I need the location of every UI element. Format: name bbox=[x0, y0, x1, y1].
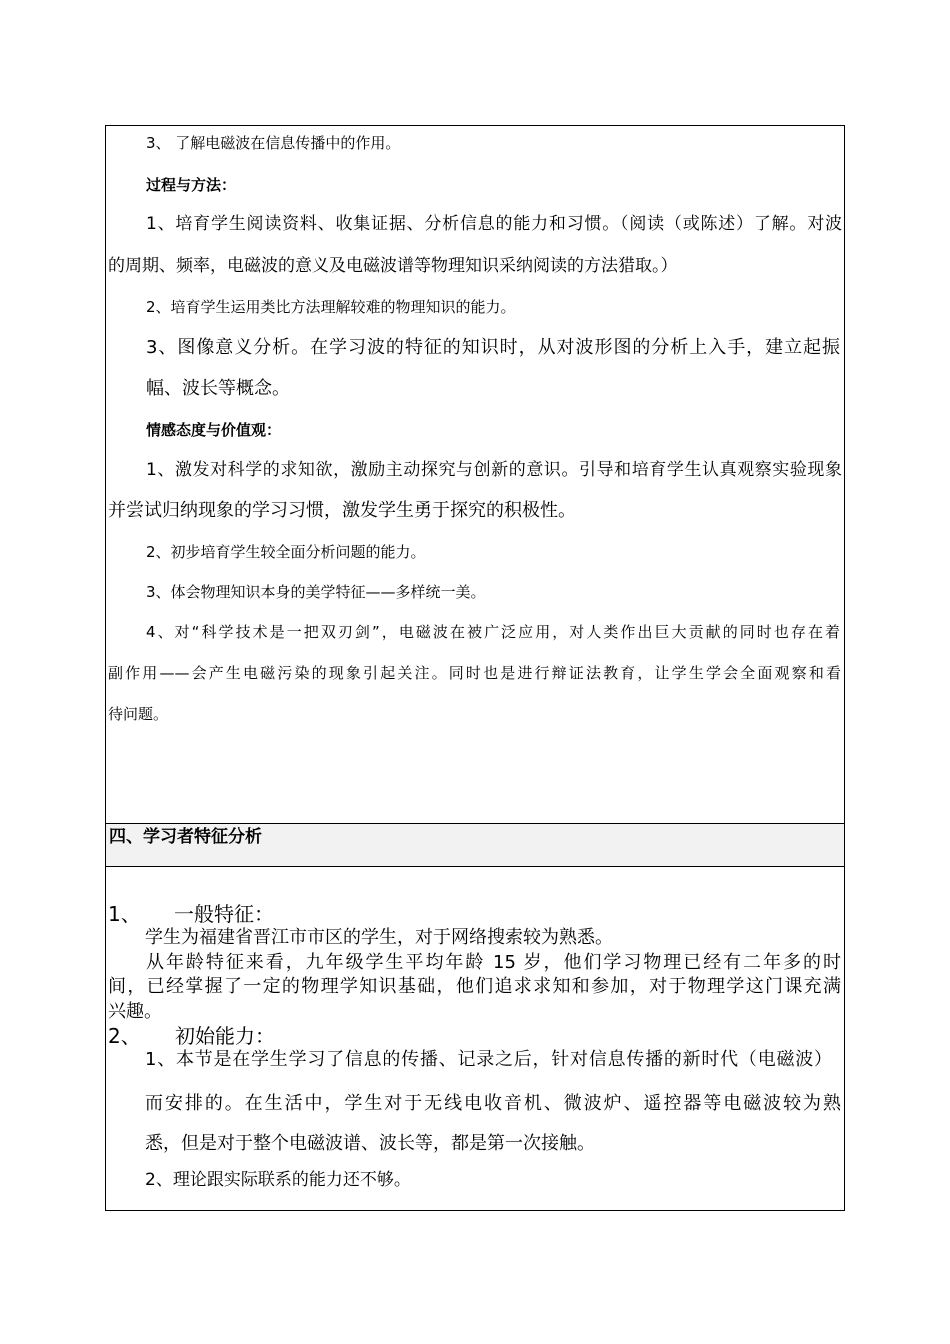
attitude-item-2: 2、初步培育学生较全面分析问题的能力。 bbox=[146, 543, 426, 561]
initial-ability-item1-line1: 1、本节是在学生学习了信息的传播、记录之后，针对信息传播的新时代（电磁波） bbox=[145, 1049, 832, 1070]
attitude-item-4-line3: 待问题。 bbox=[108, 705, 169, 723]
initial-ability-item1-line3: 悉，但是对于整个电磁波谱、波长等，都是第一次接触。 bbox=[145, 1133, 595, 1154]
process-item-3-line1: 3、图像意义分析。在学习波的特征的知识时，从对波形图的分析上入手，建立起振 bbox=[146, 337, 840, 358]
general-features-line1: 学生为福建省晋江市市区的学生，对于网络搜索较为熟悉。 bbox=[145, 927, 613, 948]
row-divider-bottom bbox=[106, 866, 844, 867]
initial-ability-number: 2、 bbox=[108, 1024, 141, 1048]
initial-ability-title: 初始能力： bbox=[175, 1024, 275, 1048]
knowledge-item-3: 3、 了解电磁波在信息传播中的作用。 bbox=[146, 134, 401, 152]
process-item-3-line2: 幅、波长等概念。 bbox=[146, 378, 290, 399]
general-features-title: 一般特征： bbox=[174, 902, 274, 926]
general-features-number: 1、 bbox=[108, 902, 141, 926]
general-features-line4: 兴趣。 bbox=[108, 1001, 162, 1022]
general-features-line3: 间，已经掌握了一定的物理学知识基础，他们追求求知和参加，对于物理学这门课充满 bbox=[108, 976, 841, 997]
attitude-item-1-line1: 1、激发对科学的求知欲，激励主动探究与创新的意识。引导和培育学生认真观察实验现象 bbox=[146, 460, 842, 480]
attitude-heading: 情感态度与价值观： bbox=[146, 421, 282, 439]
attitude-item-1-line2: 并尝试归纳现象的学习习惯，激发学生勇于探究的积极性。 bbox=[108, 500, 576, 521]
attitude-item-4-line2: 副作用——会产生电磁污染的现象引起关注。同时也是进行辩证法教育，让学生学会全面观察和看 bbox=[108, 664, 841, 682]
process-item-2: 2、培育学生运用类比方法理解较难的物理知识的能力。 bbox=[146, 298, 516, 316]
initial-ability-item2: 2、理论跟实际联系的能力还不够。 bbox=[145, 1170, 411, 1190]
process-item-1-line1: 1、培育学生阅读资料、收集证据、分析信息的能力和习惯。（阅读（或陈述）了解。对波 bbox=[146, 214, 842, 234]
attitude-item-4-line1: 4、对“科学技术是一把双刃剑”，电磁波在被广泛应用，对人类作出巨大贡献的同时也存在着 bbox=[146, 623, 840, 641]
section-title: 四、学习者特征分析 bbox=[109, 827, 262, 847]
initial-ability-item1-line2: 而安排的。在生活中，学生对于无线电收音机、微波炉、遥控器等电磁波较为熟 bbox=[145, 1093, 841, 1114]
row-divider-top bbox=[106, 823, 844, 824]
process-heading: 过程与方法： bbox=[146, 176, 237, 194]
process-item-1-line2: 的周期、频率，电磁波的意义及电磁波谱等物理知识采纳阅读的方法猎取。） bbox=[108, 256, 678, 276]
general-features-line2: 从年龄特征来看，九年级学生平均年龄 15 岁，他们学习物理已经有二年多的时 bbox=[146, 952, 841, 973]
attitude-item-3: 3、体会物理知识本身的美学特征——多样统一美。 bbox=[146, 583, 486, 601]
